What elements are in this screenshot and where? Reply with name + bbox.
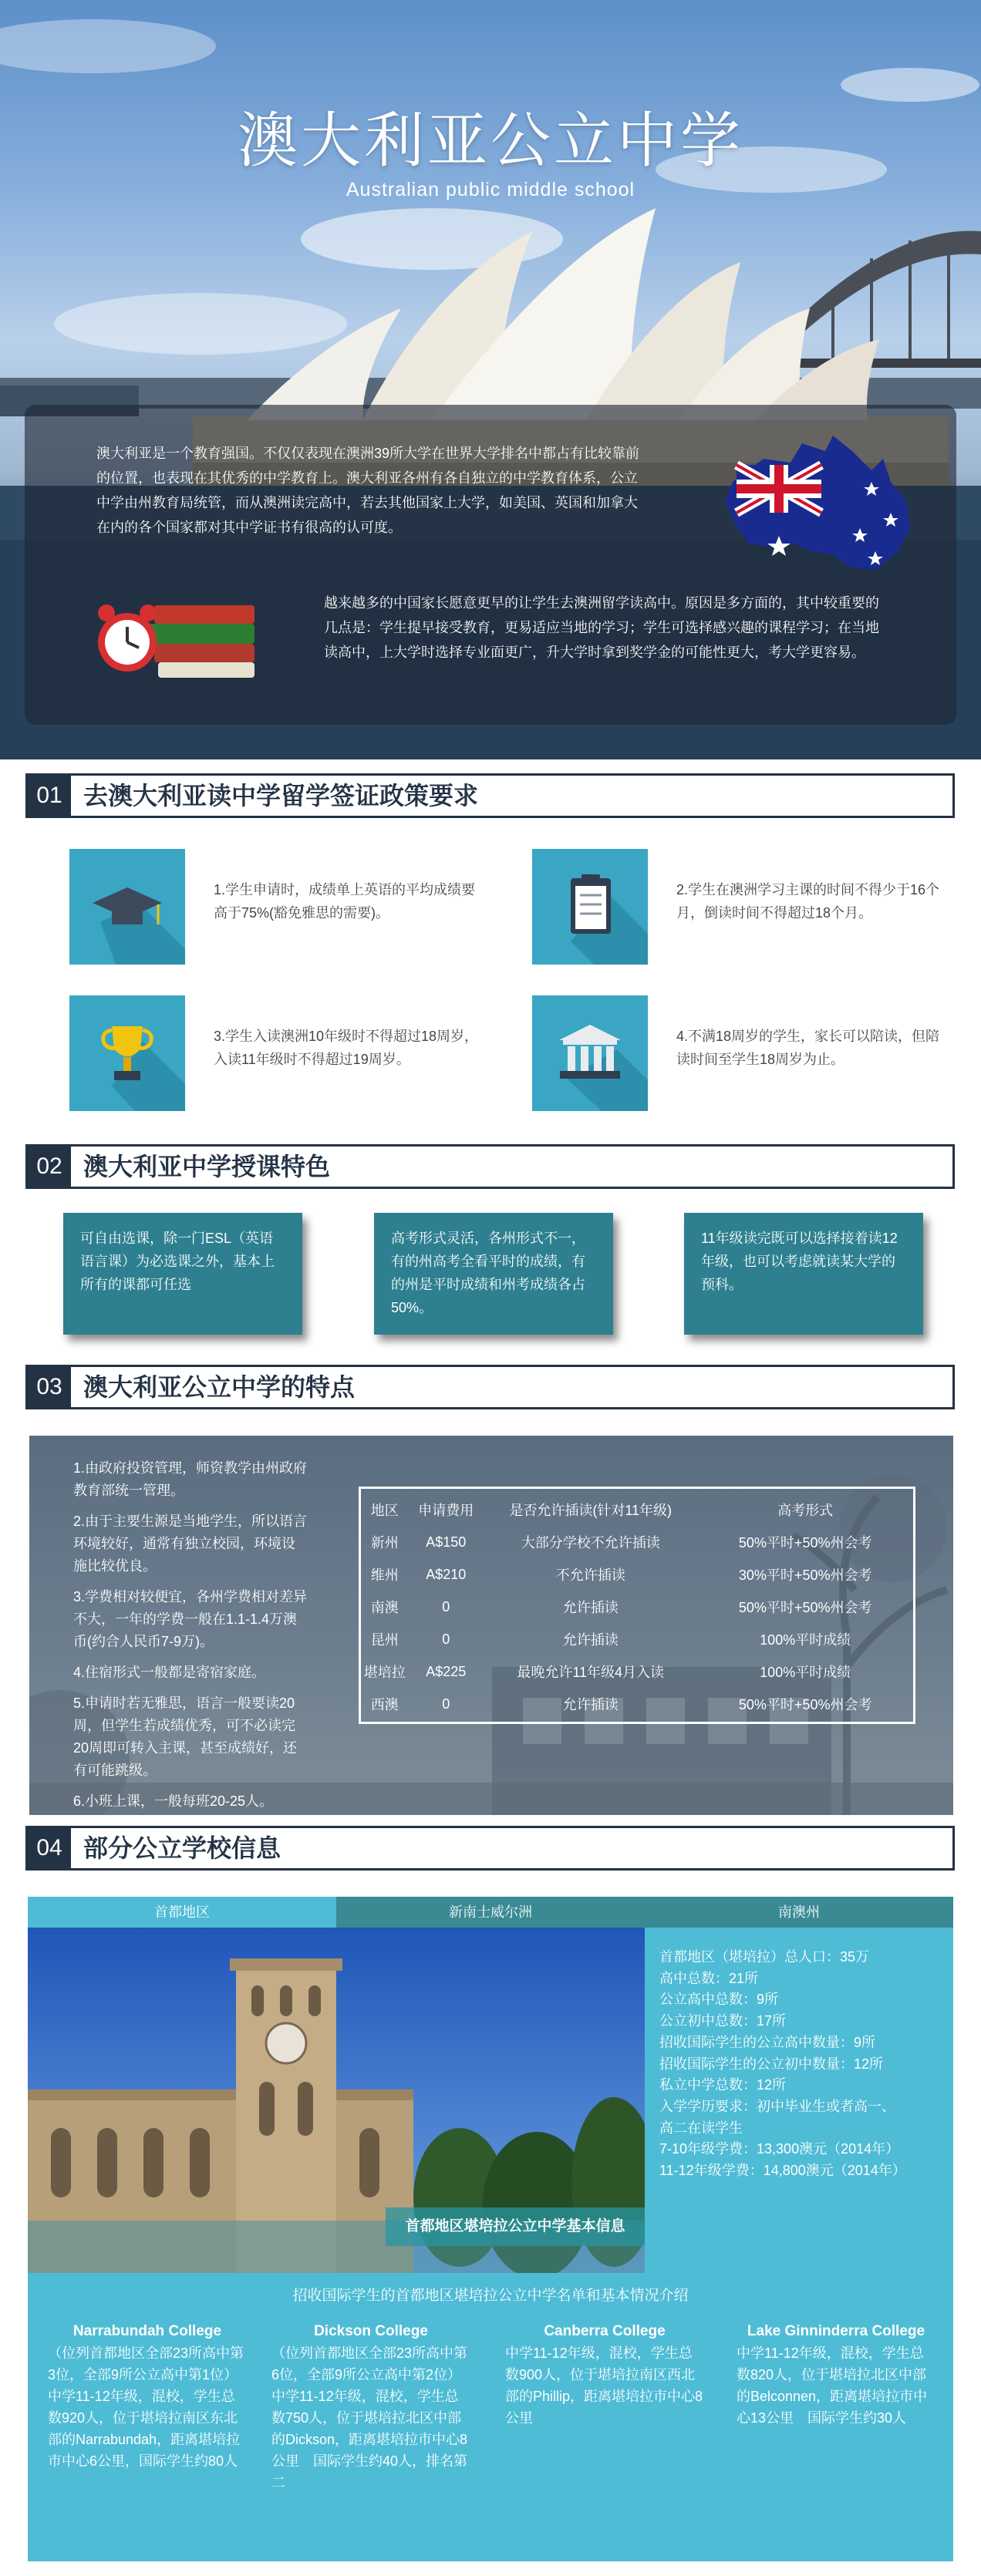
capital-region-stats <box>659 1947 906 2182</box>
table-row <box>361 1526 913 1558</box>
graduation-cap-icon <box>69 849 185 965</box>
stat-line: 高中总数：21所 <box>659 1970 759 1986</box>
table-row <box>361 1688 913 1720</box>
books-and-clock-icon <box>93 590 262 686</box>
section-header-03 <box>25 1365 955 1409</box>
table-cell: 50%平时+50%州会考 <box>738 1600 872 1615</box>
page-subtitle: Australian public middle school <box>346 179 635 200</box>
section-header-02 <box>25 1144 955 1189</box>
section-header-01 <box>25 773 955 818</box>
clipboard-icon <box>532 849 648 965</box>
school-name: Narrabundah College <box>72 2323 222 2339</box>
table-row <box>361 1591 913 1623</box>
table-cell: 50%平时+50%州会考 <box>738 1697 872 1712</box>
feature-point: 4.住宿形式一般都是寄宿家庭。 <box>73 1665 266 1680</box>
school-card-canberra <box>505 2321 704 2429</box>
page-title: 澳大利亚公立中学 <box>237 106 743 174</box>
requirement-text-4: 4.不满18周岁的学生，家长可以陪读，但陪读时间至学生18周岁为止。 <box>676 1029 940 1067</box>
table-cell: 南澳 <box>370 1600 399 1615</box>
table-cell: 西澳 <box>370 1697 399 1712</box>
section-number: 03 <box>28 1367 71 1407</box>
section-number: 04 <box>28 1828 71 1868</box>
stat-line: 首都地区（堪培拉）总人口：35万 <box>659 1949 870 1965</box>
table-header-cell: 是否允许插读(针对11年级) <box>509 1503 673 1518</box>
table-cell: 0 <box>442 1695 450 1712</box>
school-desc: （位列首都地区全部23所高中第6位，全部9所公立高中第2位）中学11-12年级，混校，学生总数750人，位于堪培拉北区中部的Dickson，距离堪培拉市中心8公里 国际学生约40人，排名第二 <box>271 2345 468 2490</box>
school-name: Dickson College <box>314 2323 428 2339</box>
feature-point: 5.申请时若无雅思，语言一般要读20周，但学生若成绩优秀，可不必读完20周即可转入主课，甚至成绩好，还有可能跳级。 <box>73 1695 298 1778</box>
intro-paragraph-1: 澳大利亚是一个教育强国。不仅仅表现在澳洲39所大学在世界大学排名中都占有比较靠前的位置，也表现在其优秀的中学教育上。澳大利亚各州有各自独立的中学教育体系，公立中学由州教育局统管，而从澳洲读完高中，若去其他国家上大学，如美国、英国和加拿大在内的各个国家都对其中学证书有很高的认可度。 <box>96 446 640 535</box>
school-desc: 中学11-12年级，混校，学生总数900人，位于堪培拉南区西北部的Phillip，距离堪培拉市中心8公里 <box>505 2345 703 2426</box>
stat-line: 私立中学总数：12所 <box>659 2077 787 2093</box>
school-card-lake-ginninderra <box>737 2321 935 2429</box>
section-title: 部分公立学校信息 <box>83 1834 281 1862</box>
section-title: 澳大利亚中学授课特色 <box>83 1153 331 1180</box>
table-cell: A$210 <box>426 1566 467 1582</box>
table-cell: 30%平时+50%州会考 <box>738 1567 872 1583</box>
public-school-features-list <box>73 1457 308 1821</box>
state-policy-table <box>359 1487 915 1724</box>
table-cell: 允许插读 <box>562 1600 619 1615</box>
stat-line: 招收国际学生的公立高中数量：9所 <box>659 2034 876 2050</box>
table-cell: 100%平时成绩 <box>760 1632 851 1648</box>
requirement-text-1: 1.学生申请时，成绩单上英语的平均成绩要高于75%(豁免雅思的需要)。 <box>214 882 476 921</box>
stat-line: 入学学历要求：初中毕业生或者高一、高二在读学生 <box>659 2098 895 2136</box>
section-header-04 <box>25 1826 955 1871</box>
teaching-feature-card-3: 11年级读完既可以选择接着读12年级，也可以考虑就读某大学的预科。 <box>684 1213 923 1335</box>
school-name: Canberra College <box>544 2323 666 2339</box>
section-title: 澳大利亚公立中学的特点 <box>83 1373 356 1401</box>
table-cell: 不允许插读 <box>555 1567 625 1583</box>
feature-point: 6.小班上课，一般每班20-25人。 <box>73 1793 274 1809</box>
table-header-cell: 高考形式 <box>777 1503 834 1518</box>
requirement-text-3: 3.学生入读澳洲10年级时不得超过18周岁，入读11年级时不得超过19周岁。 <box>214 1029 479 1067</box>
table-cell: 50%平时+50%州会考 <box>738 1535 872 1551</box>
tab-new-south-wales[interactable]: 新南士威尔洲 <box>336 1897 645 1928</box>
tab-capital-region[interactable]: 首都地区 <box>28 1897 336 1928</box>
feature-point: 1.由政府投资管理，师资教学由州政府教育部统一管理。 <box>73 1460 308 1498</box>
table-cell: 新州 <box>370 1535 399 1551</box>
school-desc: 中学11-12年级，混校，学生总数820人，位于堪培拉北区中部的Belconnen，距离堪培拉市中心13公里 国际学生约30人 <box>737 2345 928 2426</box>
school-card-dickson <box>271 2321 470 2494</box>
intro-paragraph-2: 越来越多的中国家长愿意更早的让学生去澳洲留学读高中。原因是多方面的，其中较重要的几点是：学生提早接受教育，更易适应当地的学习；学生可选择感兴趣的课程学习；在当地读高中，上大学时选择专业面更广，升大学时拿到奖学金的可能性更大，考大学更容易。 <box>324 595 879 660</box>
region-tabs <box>28 1897 953 1928</box>
school-name: Lake Ginninderra College <box>747 2323 925 2339</box>
trophy-icon <box>69 995 185 1111</box>
feature-point: 3.学费相对较便宜，各州学费相对差异不大，一年的学费一般在1.1-1.4万澳币(约合人民币7-9万)。 <box>73 1589 308 1649</box>
table-header-row <box>361 1493 913 1526</box>
section-title: 去澳大利亚读中学留学签证政策要求 <box>83 782 479 810</box>
table-cell: 昆州 <box>370 1632 399 1648</box>
table-header-cell: 地区 <box>370 1503 399 1518</box>
stat-line: 公立高中总数：9所 <box>659 1992 779 2008</box>
table-cell: 0 <box>442 1598 450 1615</box>
table-cell: 允许插读 <box>562 1697 619 1712</box>
table-cell: 0 <box>442 1631 450 1647</box>
table-cell: 允许插读 <box>562 1632 619 1648</box>
teaching-feature-card-1: 可自由选课，除一门ESL（英语语言课）为必选课之外，基本上所有的课都可任选 <box>63 1213 302 1335</box>
photo-caption: 首都地区堪培拉公立中学基本信息 <box>386 2207 645 2246</box>
feature-point: 2.由于主要生源是当地学生，所以语言环境较好，通常有独立校园，环境设施比较优良。 <box>73 1514 308 1574</box>
table-cell: 维州 <box>370 1567 399 1583</box>
table-row <box>361 1655 913 1688</box>
stat-line: 公立初中总数：17所 <box>659 2013 787 2029</box>
school-card-narrabundah <box>48 2321 247 2472</box>
table-row <box>361 1558 913 1591</box>
section-number: 02 <box>28 1147 71 1187</box>
teaching-feature-card-2: 高考形式灵活，各州形式不一，有的州高考全看平时的成绩，有的州是平时成绩和州考成绩各占50%。 <box>374 1213 613 1335</box>
school-list-intro: 招收国际学生的首都地区堪培拉公立中学名单和基本情况介绍 <box>292 2288 689 2304</box>
stat-line: 11-12年级学费：14,800澳元（2014年） <box>659 2163 906 2179</box>
table-cell: 大部分学校不允许插读 <box>521 1535 660 1551</box>
table-row <box>361 1623 913 1655</box>
table-cell: 堪培拉 <box>363 1665 406 1680</box>
stat-line: 7-10年级学费：13,300澳元（2014年） <box>659 2141 900 2157</box>
table-cell: 最晚允许11年级4月入读 <box>517 1665 665 1680</box>
stat-line: 招收国际学生的公立初中数量：12所 <box>659 2056 884 2072</box>
institution-icon <box>532 995 648 1111</box>
tab-south-australia[interactable]: 南澳州 <box>645 1897 953 1928</box>
requirement-text-2: 2.学生在澳洲学习主课的时间不得少于16个月，倒读时间不得超过18个月。 <box>676 882 940 921</box>
table-cell: A$150 <box>426 1534 467 1550</box>
table-cell: 100%平时成绩 <box>760 1665 851 1680</box>
australia-flag-map-icon <box>717 428 925 582</box>
section-number: 01 <box>28 776 71 816</box>
table-cell: A$225 <box>426 1663 467 1679</box>
table-header-cell: 申请费用 <box>418 1503 474 1518</box>
school-desc: （位列首都地区全部23所高中第3位，全部9所公立高中第1位）中学11-12年级，混校，学生总数920人，位于堪培拉南区东北部的Narrabundah，距离堪培拉市中心6公里，国际学生约80人 <box>48 2345 244 2469</box>
